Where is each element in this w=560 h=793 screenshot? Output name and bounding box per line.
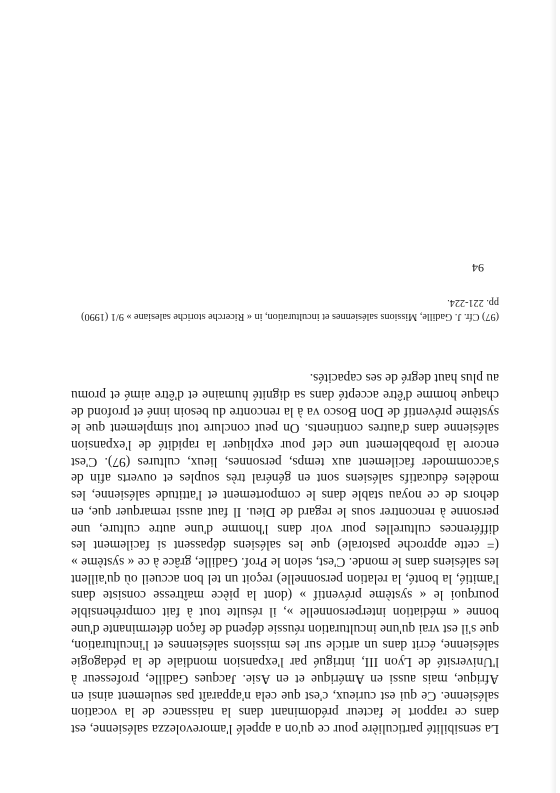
document-page — [71, 259, 499, 737]
page-number: 94 — [472, 261, 484, 276]
body-paragraph: La sensibilité particulière pour ce qu'on a appelé l'amorevolezza salésienne, est dans ce rapport le facteur prédominant dans la naissance de la vocation salésienne. Ce qui est curieux, c'est que cela n'apparaît pas seulement ainsi en Afrique, mais aussi en Amérique et en Asie. Jacques Gadille, professeur à l'Université de Lyon III, intrigué par l'expansion mondiale de la pédagogie salésienne, écrit dans un article sur les missions salésiennes et l'inculturation, que s'il est vrai qu'une inculturation réussie dépend de façon déterminante d'une bonne « médiation interpersonnelle », il résulte tout à fait compréhensible pourquoi le « système préventif » (dont la pièce maîtresse consiste dans l'amitié, la bonté, la relation personnelle) reçoit un tel bon accueil où qu'aillent les salésiens dans le monde. C'est, selon le Prof. Gadille, grâce à ce « système » (= cette approche pastorale) que les salésiens dépassent si facilement les différences culturelles pour voir dans l'homme d'une autre culture, une personne à rencontrer sous le regard de Dieu. Il faut aussi remarquer que, en dehors de ce noyau stable dans le comportement et l'attitude salésienne, les modèles éducatifs salésiens sont en général très souples et ouverts afin de s'accommoder facilement aux temps, personnes, lieux, cultures (97). C'est encore là probablement une clef pour expliquer la rapidité de l'expansion salésienne dans d'autres continents. On peut conclure tout simplement que le système préventif de Don Bosco va à la rencontre du besoin inné et profond de chaque homme d'être accepté dans sa dignité humaine et d'être aimé et promu au plus haut degré de ses capacités. — [71, 371, 499, 737]
footnote: (97) Cfr. J. Gadille, Missions salésiennes et inculturation, in « Ricerche storiche salesiane » 9/1 (1990) pp. 221-224. — [81, 297, 499, 322]
binding-edge-shadow — [550, 0, 556, 793]
